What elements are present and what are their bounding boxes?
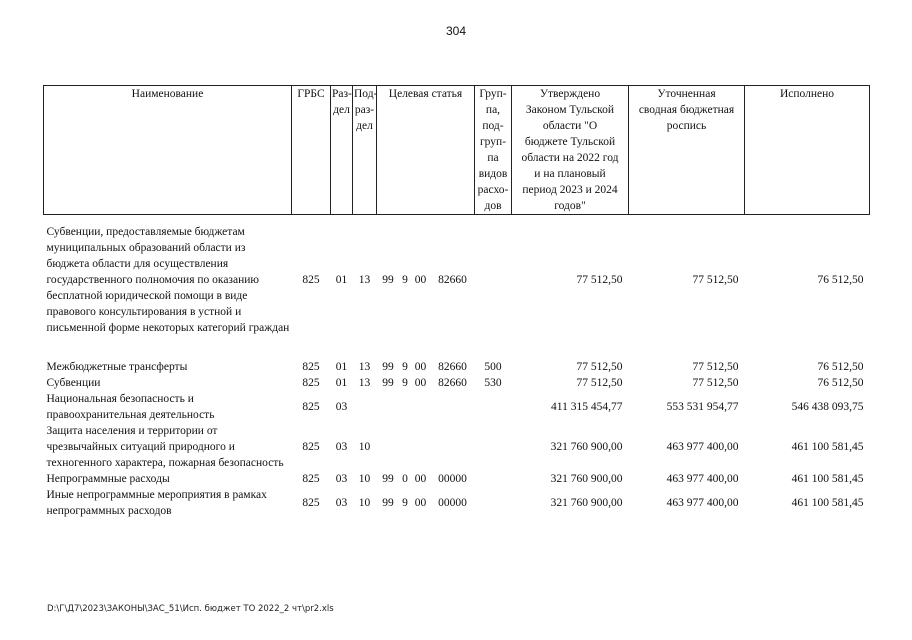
row-spacer <box>44 345 870 359</box>
row-vid <box>475 423 512 471</box>
row-approved: 411 315 454,77 <box>551 400 623 413</box>
row-approved: 77 512,50 <box>576 360 623 373</box>
row-cs-event: 00 <box>414 273 427 286</box>
row-podrazdel <box>353 391 377 423</box>
budget-execution-table <box>43 85 870 519</box>
row-cs-event: 00 <box>414 496 427 509</box>
header-expense-group: Груп- па, под- груп- па видов расхо- дов <box>475 86 512 215</box>
row-name: Национальная безопасность и правоохранительная деятельность <box>46 392 215 421</box>
row-cs-program: 99 <box>382 376 394 389</box>
row-razdel: 03 <box>335 440 348 453</box>
row-executed: 461 100 581,45 <box>791 440 864 453</box>
row-cs-program <box>377 423 400 471</box>
row-cs-program: 99 <box>382 496 394 509</box>
row-cs-program: 99 <box>382 273 394 286</box>
row-grbs: 825 <box>302 376 320 389</box>
row-name: Защита населения и территории от чрезвычайных ситуаций природного и техногенного характера, пожарная безопасность <box>46 424 284 469</box>
row-refined: 553 531 954,77 <box>666 400 739 413</box>
header-refined: Уточненная сводная бюджетная роспись <box>629 86 745 215</box>
header-target-article: Целевая статья <box>377 86 475 215</box>
row-vid <box>475 215 512 345</box>
row-refined: 77 512,50 <box>692 376 739 389</box>
row-razdel: 03 <box>335 496 348 509</box>
row-approved: 321 760 900,00 <box>550 496 623 509</box>
row-name: Субвенции <box>46 376 101 389</box>
row-cs-direction: 00000 <box>438 472 467 485</box>
row-approved: 321 760 900,00 <box>550 472 623 485</box>
row-cs-subprogram: 9 <box>402 360 408 373</box>
row-razdel: 01 <box>335 376 348 389</box>
row-grbs: 825 <box>302 440 320 453</box>
header-approved: Утверждено Законом Тульской области "О бюджете Тульской области на 2022 год и на плановый период 2023 и 2024 годов" <box>512 86 629 215</box>
table-row <box>44 423 870 471</box>
row-cs-program: 99 <box>382 360 394 373</box>
row-cs-program <box>377 391 400 423</box>
row-cs-subprogram <box>400 423 411 471</box>
table-row <box>44 215 870 345</box>
table-header-row <box>44 86 870 215</box>
row-razdel: 01 <box>335 273 348 286</box>
row-approved: 77 512,50 <box>576 376 623 389</box>
row-podrazdel: 13 <box>358 273 371 286</box>
row-executed: 76 512,50 <box>817 376 864 389</box>
row-executed: 76 512,50 <box>817 360 864 373</box>
row-executed: 461 100 581,45 <box>791 496 864 509</box>
row-name: Непрограммные расходы <box>46 472 170 485</box>
row-refined: 77 512,50 <box>692 360 739 373</box>
row-cs-event <box>411 423 431 471</box>
row-podrazdel: 10 <box>358 440 371 453</box>
row-refined: 77 512,50 <box>692 273 739 286</box>
table-row <box>44 375 870 391</box>
row-cs-direction: 00000 <box>438 496 467 509</box>
row-grbs: 825 <box>302 400 320 413</box>
row-refined: 463 977 400,00 <box>666 440 739 453</box>
row-cs-subprogram <box>400 391 411 423</box>
row-cs-subprogram: 9 <box>402 496 408 509</box>
header-razdel: Раз- дел <box>331 86 353 215</box>
row-razdel: 01 <box>335 360 348 373</box>
header-podrazdel: Под- раз- дел <box>353 86 377 215</box>
row-name: Межбюджетные трансферты <box>46 360 188 373</box>
row-cs-direction <box>431 423 475 471</box>
row-cs-subprogram: 9 <box>402 273 408 286</box>
row-name: Субвенции, предоставляемые бюджетам муниципальных образований области из бюджета области для осуществления государственного полномочия по оказанию бесплатной юридической помощи в виде правового консультирования в устной и письменной форме некоторых категорий граждан <box>46 225 290 334</box>
row-vid <box>475 487 512 519</box>
row-name: Иные непрограммные мероприятия в рамках непрограммных расходов <box>46 488 267 517</box>
page-number: 304 <box>445 24 467 38</box>
row-podrazdel: 13 <box>358 376 371 389</box>
row-approved: 321 760 900,00 <box>550 440 623 453</box>
row-podrazdel: 10 <box>358 496 371 509</box>
row-grbs: 825 <box>302 472 320 485</box>
row-cs-subprogram: 0 <box>402 472 408 485</box>
row-vid: 530 <box>484 376 502 389</box>
table-row <box>44 487 870 519</box>
row-cs-direction: 82660 <box>438 273 467 286</box>
row-grbs: 825 <box>302 496 320 509</box>
row-podrazdel: 13 <box>358 360 371 373</box>
header-name: Наименование <box>44 86 292 215</box>
row-cs-direction: 82660 <box>438 376 467 389</box>
row-executed: 461 100 581,45 <box>791 472 864 485</box>
table-row <box>44 359 870 375</box>
row-cs-event <box>411 391 431 423</box>
header-grbs: ГРБС <box>292 86 331 215</box>
row-podrazdel: 10 <box>358 472 371 485</box>
footer-file-path: D:\Г\Д7\2023\ЗАКОНЫ\ЗАС_51\Исп. бюджет ТО 2022_2 чт\pr2.xls <box>47 604 334 614</box>
row-refined: 463 977 400,00 <box>666 472 739 485</box>
row-razdel: 03 <box>335 400 348 413</box>
row-executed: 546 438 093,75 <box>791 400 864 413</box>
row-cs-event: 00 <box>414 472 427 485</box>
row-vid: 500 <box>484 360 502 373</box>
row-vid <box>475 391 512 423</box>
row-vid <box>475 471 512 487</box>
row-grbs: 825 <box>302 273 320 286</box>
row-approved: 77 512,50 <box>576 273 623 286</box>
row-cs-direction: 82660 <box>438 360 467 373</box>
row-cs-event: 00 <box>414 360 427 373</box>
row-cs-program: 99 <box>382 472 394 485</box>
row-cs-direction <box>431 391 475 423</box>
row-executed: 76 512,50 <box>817 273 864 286</box>
table-row <box>44 391 870 423</box>
row-refined: 463 977 400,00 <box>666 496 739 509</box>
header-executed: Исполнено <box>745 86 870 215</box>
row-cs-event: 00 <box>414 376 427 389</box>
row-grbs: 825 <box>302 360 320 373</box>
row-cs-subprogram: 9 <box>402 376 408 389</box>
row-razdel: 03 <box>335 472 348 485</box>
table-row <box>44 471 870 487</box>
